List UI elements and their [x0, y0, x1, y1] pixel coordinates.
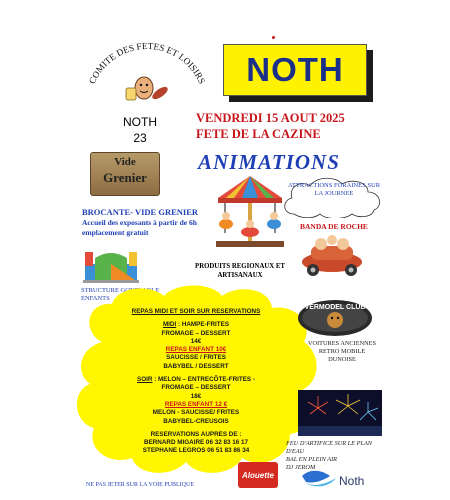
alouette-logo-text: Alouette — [242, 470, 274, 480]
feu-line3: BAL EN PLEIN AIR — [286, 456, 338, 463]
midi-menu-b: FROMAGE – DESSERT — [161, 329, 231, 337]
committee-logo — [82, 38, 212, 118]
enfant-soir-label: REPAS ENFANT 12 € — [164, 400, 228, 408]
brocante-title: BROCANTE- VIDE GRENIER — [82, 207, 199, 217]
animations-title: ANIMATIONS — [198, 150, 340, 174]
soir-menu-line1 — [96, 376, 296, 384]
feu-line2: D'EAU — [286, 448, 305, 455]
committee-town-name: NOTH — [123, 115, 157, 129]
voitures-line2: RETRO MOBILE — [318, 348, 366, 355]
committee-dept: 23 — [133, 131, 147, 145]
committee-arc-text: COMITE DES FETES ET LOISIRS — [86, 40, 208, 86]
soir-menu-b: FROMAGE – DESSERT — [161, 384, 231, 392]
midi-menu-line1 — [96, 321, 296, 329]
enfant-midi-a: SAUCISSE / FRITES — [166, 354, 226, 362]
banda-title: BANDA DE ROCHE — [300, 222, 368, 231]
enfant-midi-b: BABYBEL / DESSERT — [163, 362, 229, 370]
soir-label: SOIR — [137, 376, 153, 384]
midi-menu-a: : HAMPE-FRITES — [176, 321, 230, 329]
carousel-icon — [212, 172, 288, 252]
model-club-sign-text: VERMODEL CLUB — [304, 304, 366, 311]
mascot-icon — [126, 77, 170, 101]
enfant-soir-b: BABYBEL-CREUSOIS — [163, 417, 229, 425]
midi-price: 14€ — [190, 337, 202, 345]
contact-bernard: BERNARD MIGAIRE 06 32 83 16 17 — [144, 439, 248, 447]
repas-menu — [96, 308, 296, 456]
attractions-text: ATTRACTIONS FORAINES SUR LA JOURNEE — [287, 182, 381, 197]
model-club-logo — [296, 296, 374, 338]
event-date: VENDREDI 15 AOUT 2025 — [196, 111, 345, 125]
event-name: FETE DE LA CAZINE — [196, 127, 321, 141]
soir-price: 18€ — [190, 392, 202, 400]
fireworks-image — [298, 390, 382, 436]
feu-line1: FEU D'ARTIFICE SUR LE PLAN — [286, 440, 372, 447]
ne-pas-jeter-text: NE PAS JETER SUR LA VOIE PUBLIQUE — [86, 482, 195, 488]
feu-line4: DJ JEROM — [286, 464, 316, 471]
title-text: NOTH — [246, 51, 344, 88]
title-banner — [223, 44, 373, 102]
reservations-label: RESERVATIONS AUPRES DE : — [150, 430, 242, 438]
voitures-line1: VOITURES ANCIENNES — [307, 340, 377, 347]
enfant-midi-label: REPAS ENFANT 10€ — [165, 346, 227, 354]
midi-label: MIDI — [162, 321, 177, 329]
voitures-line3: DUNOISE — [328, 356, 356, 363]
produits-text: PRODUITS REGIONAUX ET ARTISANAUX — [195, 263, 285, 279]
enfant-soir-a: MELON - SAUCISSE/ FRITES — [152, 409, 240, 417]
contact-stephane: STEPHANE LEGROS 06 51 83 86 34 — [142, 447, 250, 455]
decorative-dot — [272, 36, 275, 39]
soir-menu-a: : MELON – ENTRECÔTE-FRITES - — [152, 376, 255, 384]
vide-grenier-sign-line1: Vide — [114, 156, 136, 168]
vide-grenier-sign-line2: Grenier — [103, 170, 147, 185]
banda-car-icon — [299, 232, 365, 278]
vide-grenier-sign-image — [90, 152, 160, 196]
noth-logo-text: Noth — [339, 474, 365, 488]
structure-text: STRUCTURE GONFLABLE ENFANTS — [81, 287, 160, 302]
bouncy-castle-icon — [81, 244, 141, 284]
repas-heading: REPAS MIDI ET SOIR SUR RESERVATIONS — [131, 308, 261, 315]
committee-town — [118, 114, 162, 146]
alouette-logo — [238, 462, 278, 488]
voitures-text — [297, 340, 387, 364]
brocante-description: Accueil des exposants à partir de 6h emplacement gratuit — [82, 218, 197, 237]
